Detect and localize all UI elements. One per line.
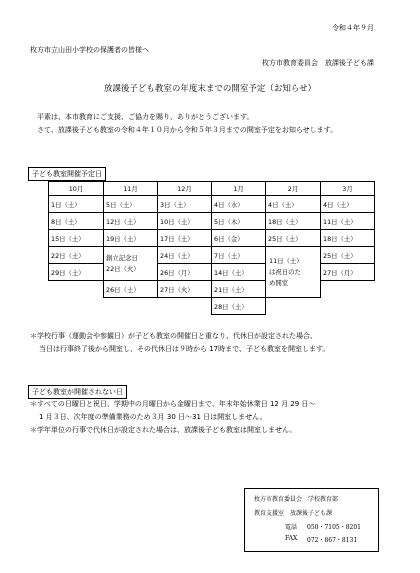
date-cell: 5日（土） bbox=[104, 196, 158, 213]
intro-text bbox=[30, 111, 390, 137]
contact-dept: 教育支援室 放課後子ども課 bbox=[254, 510, 333, 517]
empty-cell bbox=[49, 298, 104, 315]
date-cell: 26日（土） bbox=[104, 281, 158, 298]
month-header: 11月 bbox=[104, 182, 158, 196]
table-row bbox=[49, 281, 375, 298]
date-cell-founding-day bbox=[104, 247, 158, 281]
date-cell: 25日（土） bbox=[321, 247, 375, 264]
recipient: 枚方市立山田小学校の保護者の皆様へ bbox=[30, 46, 149, 54]
date-cell: 8日（土） bbox=[49, 213, 104, 230]
date-cell: 21日（土） bbox=[212, 281, 266, 298]
closed-line: ＊学年単位の行事で代休日が設定された場合は、放課後子ども教室は開室しません。 bbox=[30, 426, 297, 434]
date-cell-holiday-note bbox=[266, 247, 321, 298]
document-title: 放課後子ども教室の年度末までの開室予定（お知らせ） bbox=[103, 84, 317, 94]
intro-paragraph: 平素は、本市教育にご支援、ご協力を賜り、ありがとうございます。 bbox=[37, 113, 254, 121]
date-cell: 25日（土） bbox=[266, 230, 321, 247]
month-header: 2月 bbox=[266, 182, 321, 196]
section-heading-schedule: 子ども教室開催予定日 bbox=[28, 167, 106, 181]
note-line: 当日は行事終了後から開室し、その代休日は９時から 17時まで、子ども教室を開室します。 bbox=[39, 345, 330, 353]
contact-box bbox=[244, 488, 379, 552]
intro-paragraph: さて、放課後子ども教室の令和４年１０月から令和５年３月までの開室予定をお知らせします。 bbox=[37, 126, 338, 134]
date-cell: 17日（土） bbox=[158, 230, 212, 247]
date-cell: 14日（土） bbox=[212, 264, 266, 281]
section-heading-closed: 子ども教室が開催されない日 bbox=[28, 385, 127, 399]
date-cell: 22日（土） bbox=[49, 247, 104, 264]
date-cell: 3日（土） bbox=[158, 196, 212, 213]
date-cell: 26日（月） bbox=[158, 264, 212, 281]
closed-line: ＊すべての日曜日と祝日、学期中の月曜日から金曜日まで、年末年始休業日 12 月 29 日～ bbox=[30, 400, 316, 408]
contact-org: 枚方市教育委員会 学校教育部 bbox=[254, 496, 339, 503]
date-cell: 18日（土） bbox=[266, 213, 321, 230]
date-cell: 11日（土） bbox=[321, 213, 375, 230]
date-cell: 29日（土） bbox=[49, 264, 104, 281]
contact-tel: 050・7105・8201 bbox=[307, 524, 361, 531]
date-cell: 28日（土） bbox=[212, 298, 266, 315]
date-cell: 4日（水） bbox=[212, 196, 266, 213]
month-header: 12月 bbox=[158, 182, 212, 196]
date-cell: 5日（木） bbox=[212, 213, 266, 230]
date-cell: 10日（土） bbox=[158, 213, 212, 230]
date-cell: 1日（土） bbox=[49, 196, 104, 213]
date-cell: 24日（土） bbox=[158, 247, 212, 264]
date-cell: 4日（土） bbox=[321, 196, 375, 213]
contact-tel-label: 電話 bbox=[285, 524, 298, 531]
contact-fax-label: FAX bbox=[285, 535, 298, 542]
date-cell: 27日（火） bbox=[158, 281, 212, 298]
date-cell: 12日（土） bbox=[104, 213, 158, 230]
note-line: ＊学校行事（運動会や参観日）が子ども教室の開催日と重なり、代休日が設定された場合、 bbox=[30, 332, 317, 340]
table-header-row bbox=[49, 182, 375, 196]
empty-cell bbox=[158, 298, 212, 315]
founding-day-date: 22日（火） bbox=[106, 264, 140, 273]
date-cell: 15日（土） bbox=[49, 230, 104, 247]
date-cell: 7日（土） bbox=[212, 247, 266, 264]
holiday-note-line: は祝日のた bbox=[269, 267, 301, 276]
contact-fax: 072・867・8131 bbox=[307, 537, 358, 544]
month-header: 1月 bbox=[212, 182, 266, 196]
date-cell: 6日（金） bbox=[212, 230, 266, 247]
table-row bbox=[49, 213, 375, 230]
table-row bbox=[49, 230, 375, 247]
date-cell: 18日（土） bbox=[321, 230, 375, 247]
month-header: 3月 bbox=[321, 182, 375, 196]
holiday-note-line: 11日（土） bbox=[269, 256, 303, 265]
empty-cell bbox=[321, 281, 375, 298]
date-cell: 4日（土） bbox=[266, 196, 321, 213]
empty-cell bbox=[266, 298, 321, 315]
substitute-day-note bbox=[30, 330, 398, 356]
table-row bbox=[49, 298, 375, 315]
closed-days-list bbox=[30, 398, 398, 437]
table-row bbox=[49, 247, 375, 264]
schedule-table bbox=[48, 181, 375, 315]
founding-day-label: 創立記念日 bbox=[106, 253, 138, 262]
closed-line: 1 月３日、次年度の準備業務のため３月 30 日～31 日は開室しません。 bbox=[39, 413, 267, 421]
empty-cell bbox=[104, 298, 158, 315]
month-header: 10月 bbox=[49, 182, 104, 196]
table-row bbox=[49, 264, 375, 281]
empty-cell bbox=[49, 281, 104, 298]
table-row bbox=[49, 196, 375, 213]
holiday-note-line: め開室 bbox=[269, 278, 289, 287]
issue-date: 令和４年９月 bbox=[332, 24, 374, 32]
date-cell: 19日（土） bbox=[104, 230, 158, 247]
empty-cell bbox=[321, 298, 375, 315]
sender: 枚方市教育委員会 放課後子ども課 bbox=[262, 59, 374, 67]
date-cell: 27日（月） bbox=[321, 264, 375, 281]
